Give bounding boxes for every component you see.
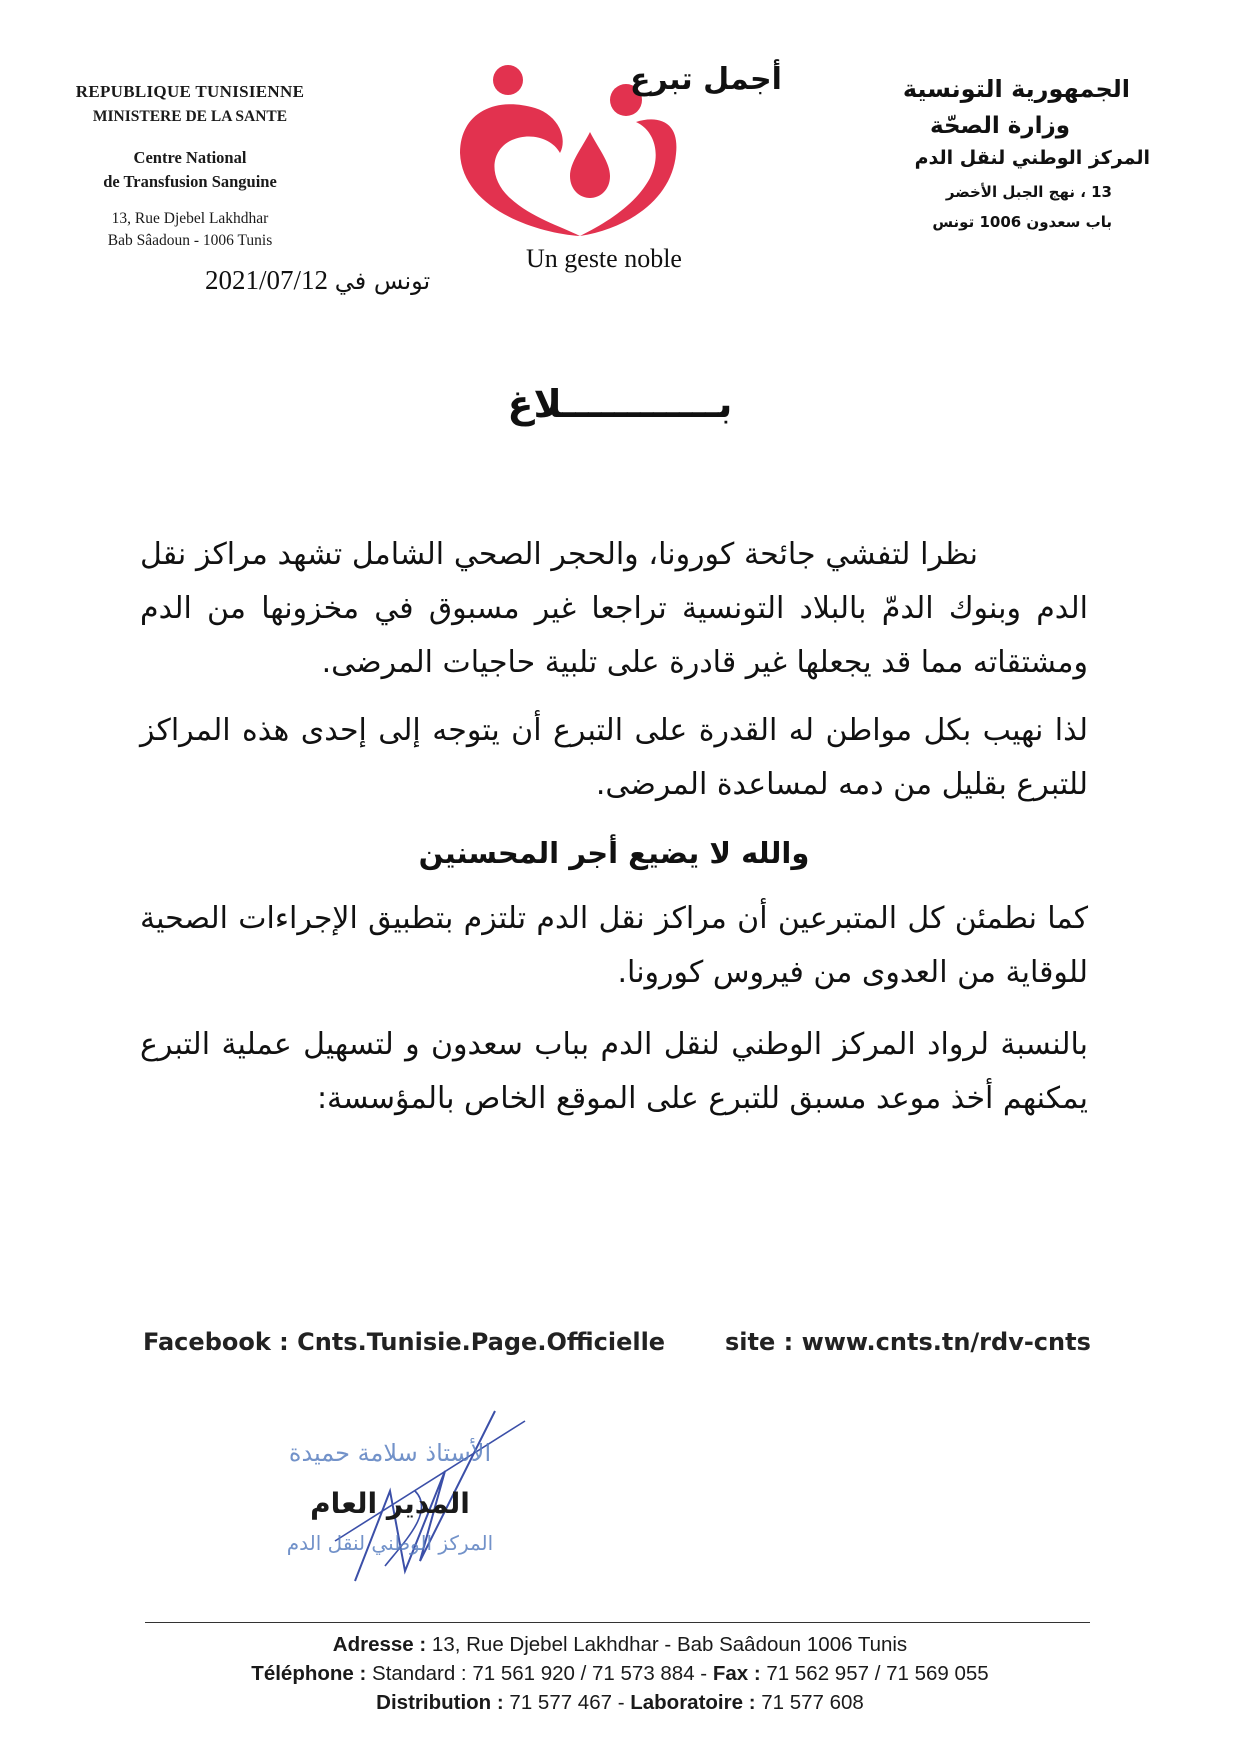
ministry-name: MINISTERE DE LA SANTE: [92, 108, 288, 125]
republic-name-ar: الجمهورية التونسية: [902, 75, 1130, 103]
footer-distribution: Distribution : 71 577 467 - Laboratoire : 71 577 608: [376, 1691, 864, 1714]
header-left-french: [40, 82, 340, 250]
footer-divider: [145, 1622, 1090, 1623]
address-line1-ar: 13 ، نهج الجبل الأخضر: [945, 183, 1112, 201]
paragraph-3: كما نطمئن كل المتبرعين أن مراكز نقل الدم تلتزم بتطبيق الإجراءات الصحية للوقاية من العدوى من فيروس كورونا.: [140, 901, 1088, 990]
facebook-link[interactable]: Facebook : Cnts.Tunisie.Page.Officielle: [143, 1328, 666, 1356]
footer-address: Adresse : 13, Rue Djebel Lakhdhar - Bab Saâdoun 1006 Tunis: [332, 1633, 908, 1656]
republic-name: REPUBLIQUE TUNISIENNE: [75, 82, 305, 101]
logo-french-slogan: Un geste noble: [526, 244, 682, 273]
stamp-institution: المركز الوطني لنقل الدم: [286, 1531, 494, 1555]
signatory-role: المدير العام: [310, 1487, 470, 1520]
center-name-line1: Centre National: [133, 148, 247, 167]
logo-arabic-slogan: أجمل تبرع: [630, 62, 782, 97]
page-title: بــــــــــــلاغ: [507, 382, 733, 426]
date-label: تونس في: [334, 267, 431, 295]
address-line2-ar: باب سعدون 1006 تونس: [932, 213, 1112, 231]
address-line1: 13, Rue Djebel Lakhdhar: [111, 210, 269, 227]
announcement-body: [140, 528, 1088, 1126]
motto: والله لا يضيع أجر المحسنين: [418, 836, 810, 870]
paragraph-4: بالنسبة لرواد المركز الوطني لنقل الدم بباب سعدون و لتسهيل عملية التبرع يمكنهم أخذ موعد مسبق للتبرع على الموقع الخاص بالمؤسسة:: [140, 1027, 1088, 1116]
blood-donation-logo: [440, 58, 780, 288]
footer: [0, 1630, 1240, 1717]
signature-stamp: [255, 1435, 555, 1615]
paragraph-1: نظرا لتفشي جائحة كورونا، والحجر الصحي الشامل تشهد مراكز نقل الدم وبنوك الدمّ بالبلاد التونسية تراجعا غير مسبوق في مخزونها من الدم ومشتقاته مما قد يجعلها غير قادرة على تلبية حاجيات المرضى.: [140, 537, 1088, 680]
document-date: [205, 265, 430, 296]
center-name-ar: المركز الوطني لنقل الدم: [914, 147, 1150, 169]
header-right-arabic: [840, 75, 1160, 231]
stamp-name: الأستاذ سلامة حميدة: [288, 1439, 492, 1467]
footer-phone: Téléphone : Standard : 71 561 920 / 71 573 884 - Fax : 71 562 957 / 71 569 055: [251, 1662, 989, 1685]
website-link[interactable]: site : www.cnts.tn/rdv-cnts: [725, 1328, 1091, 1356]
ministry-name-ar: وزارة الصحّة: [930, 113, 1070, 139]
date-value: 2021/07/12: [205, 265, 329, 295]
center-name-line2: de Transfusion Sanguine: [103, 172, 277, 191]
address-line2: Bab Sâadoun - 1006 Tunis: [107, 232, 273, 249]
paragraph-2: لذا نهيب بكل مواطن له القدرة على التبرع أن يتوجه إلى إحدى هذه المراكز للتبرع بقليل من دمه لمساعدة المرضى.: [140, 713, 1088, 802]
